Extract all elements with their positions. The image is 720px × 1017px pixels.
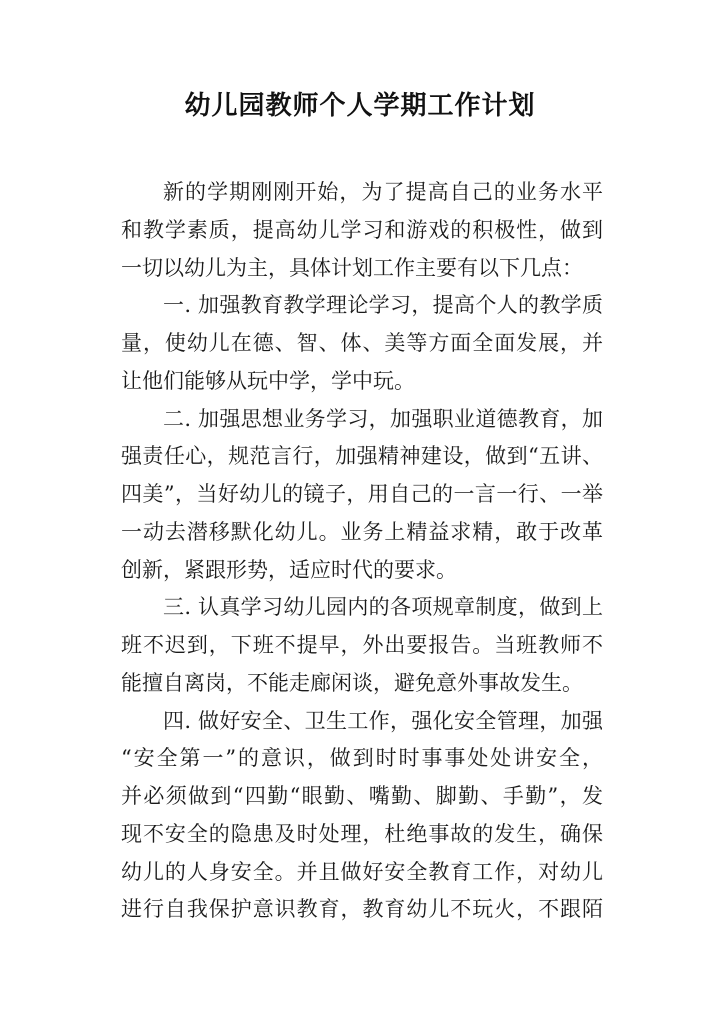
paragraph-item-2-line-5: 创新，紧跟形势，适应时代的要求。 <box>121 557 457 582</box>
paragraph-intro-line-1: 新的学期刚刚开始，为了提高自己的业务水平 <box>163 180 603 204</box>
paragraph-item-4-line-6: 进行自我保护意识教育，教育幼儿不玩火，不跟陌 <box>121 897 603 922</box>
paragraph-item-4-line-5: 幼儿的人身安全。并且做好安全教育工作，对幼儿 <box>121 859 603 884</box>
document-body <box>121 174 603 929</box>
paragraph-intro-line-3: 一切以幼儿为主，具体计划工作主要有以下几点： <box>121 255 583 280</box>
paragraph-item-3-line-2: 班不迟到，下班不提早，外出要报告。当班教师不 <box>121 633 603 657</box>
paragraph-item-4-line-3: 并必须做到“四勤“眼勤、嘴勤、脚勤、手勤”，发 <box>121 784 603 808</box>
paragraph-item-2-line-4: 一动去潜移默化幼儿。业务上精益求精，敢于改革 <box>121 519 603 544</box>
paragraph-item-3-line-3: 能擅自离岗，不能走廊闲谈，避免意外事故发生。 <box>121 670 583 695</box>
document-title: 幼儿园教师个人学期工作计划 <box>184 91 536 121</box>
paragraph-item-4-line-4: 现不安全的隐患及时处理，杜绝事故的发生，确保 <box>121 821 603 846</box>
paragraph-item-4-line-2: “安全第一”的意识，做到时时事事处处讲安全， <box>121 746 603 771</box>
paragraph-item-1-line-1: 一. 加强教育教学理论学习，提高个人的教学质 <box>163 293 603 318</box>
paragraph-item-1-line-2: 量，使幼儿在德、智、体、美等方面全面发展，并 <box>121 331 603 355</box>
paragraph-item-4-line-1: 四. 做好安全、卫生工作，强化安全管理，加强 <box>163 708 603 733</box>
paragraph-item-2-line-2: 强责任心，规范言行，加强精神建设，做到“五讲、 <box>121 444 603 469</box>
paragraph-intro-line-2: 和教学素质，提高幼儿学习和游戏的积极性，做到 <box>121 217 603 242</box>
paragraph-item-3-line-1: 三. 认真学习幼儿园内的各项规章制度，做到上 <box>163 595 603 620</box>
paragraph-item-2-line-1: 二. 加强思想业务学习，加强职业道德教育，加 <box>163 406 603 431</box>
paragraph-item-1-line-3: 让他们能够从玩中学，学中玩。 <box>121 368 415 393</box>
paragraph-item-2-line-3: 四美”，当好幼儿的镜子，用自己的一言一行、一举 <box>121 482 603 506</box>
